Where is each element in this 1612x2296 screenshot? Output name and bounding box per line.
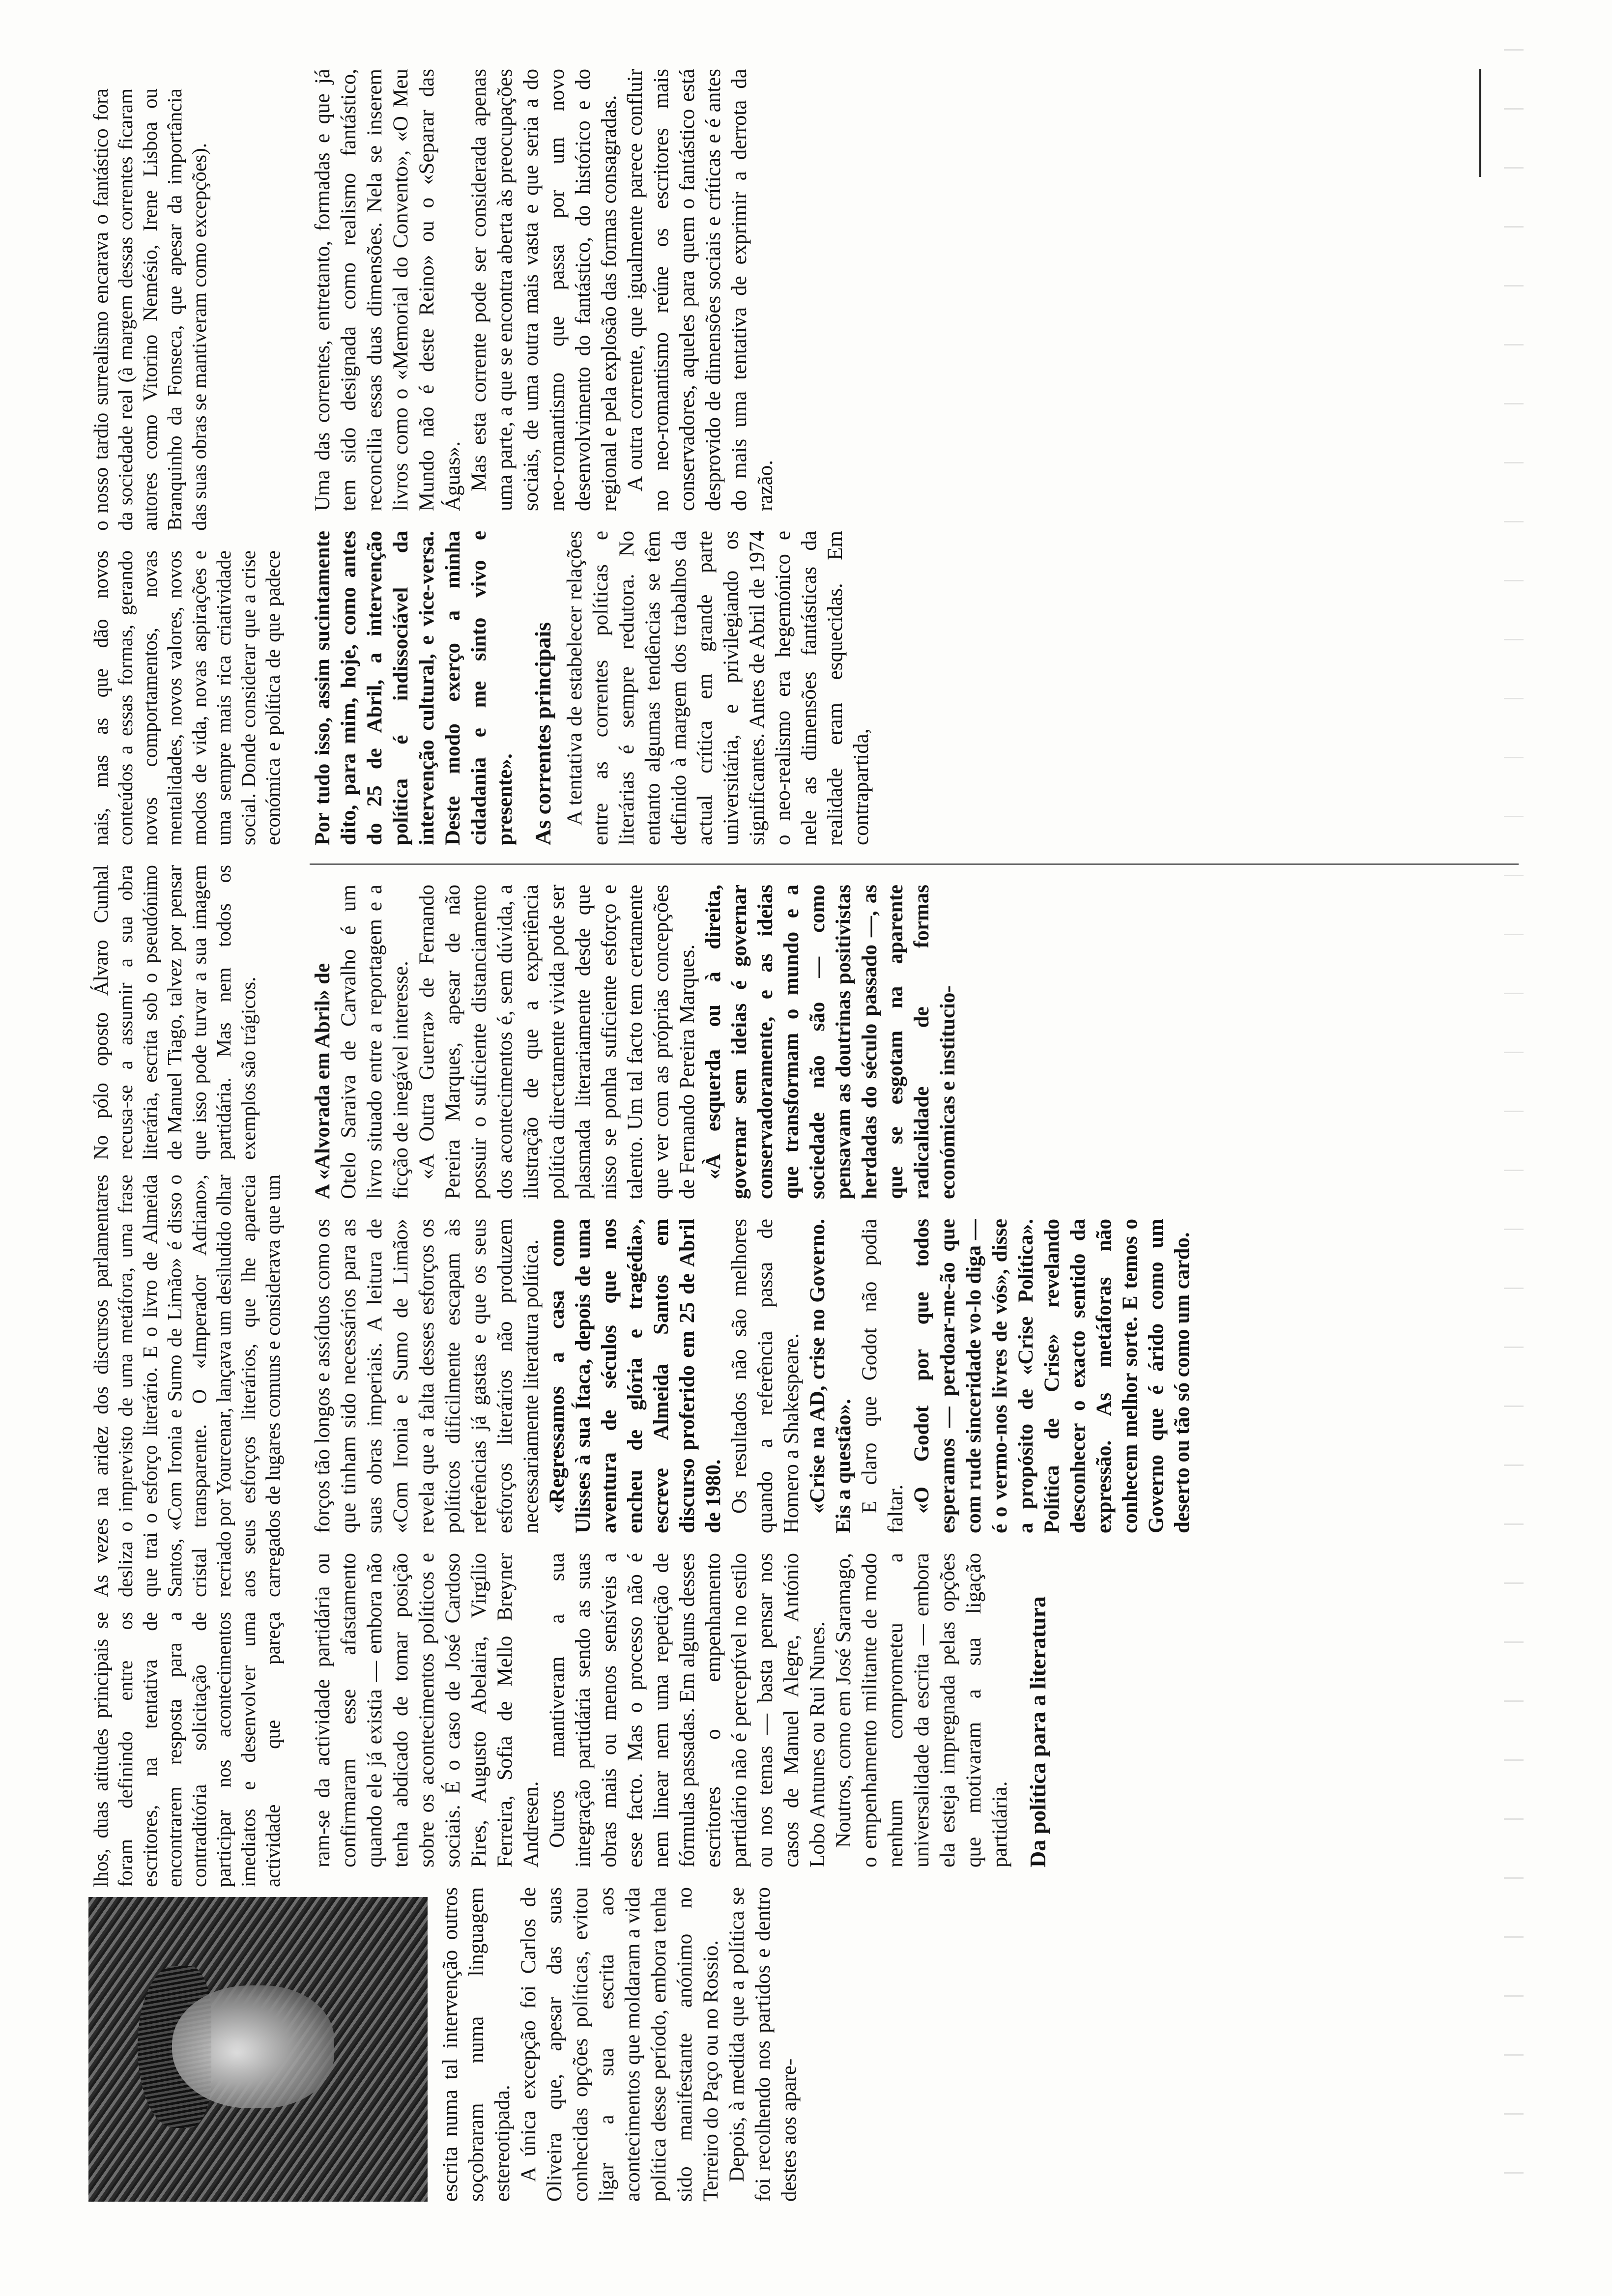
top-column-1: lhos, duas atitudes principais se foram definindo entre os escritores, na tentativa de encontrarem resposta para a contraditória solicitação de participar nos acontecimentos imediatos e desenvolver uma actividade que pareça bbox=[89, 1612, 284, 1887]
newspaper-article bbox=[88, 49, 1543, 2202]
paragraph: Depois, à medida que a política se foi recolhendo nos partidos e dentro destes aos apare- bbox=[725, 1887, 801, 2202]
paragraph: Os resultados não são melhores quando a referência passa de Homero a Shakespeare. bbox=[728, 1219, 803, 1533]
paragraph: forços tão longos e assíduos como os que tinham sido necessários para as suas obras imperiais. A leitura de «Com Ironia e Sumo de Limão» revela que a falta desses esforços os políticos dificilmente escapam às referências já gastas e que os seus esforços literários não produzem necessariamente literatura política. bbox=[311, 1219, 543, 1533]
paragraph: Noutros, como em José Saramago, o empenhamento militante de modo nenhum comprometeu a universalidade da escrita — embora ela esteja impregnada pelas opções que motivaram a sua ligação partidária. bbox=[832, 1553, 1011, 1867]
paragraph: E claro que Godot não podia faltar. bbox=[858, 1219, 907, 1533]
paragraph: ram-se da actividade partidária ou confirmaram esse afastamento quando ele já existia — embora não tenha abdicado de tomar posição sobre os acontecimentos políticos e sociais. É o caso de José Cardoso Pires, Augusto Abelaira, Virgílio Ferreira, Sofia de Mello Breyner Andresen. bbox=[311, 1553, 543, 1867]
paragraph: A tentativa de estabelecer relações entre as correntes políticas e literárias é sempre redutora. No entanto algumas tendências se têm definido à margem dos trabalhos da actual crítica em grande parte universitária, e privilegiando os significantes. Antes de Abril de 1974 o neo-realismo era hegemónico e nele as dimensões fantásticas da realidade eram esquecidas. Em contrapartida, bbox=[563, 531, 873, 845]
body-column-1 bbox=[437, 1887, 1612, 2202]
body-column-2 bbox=[310, 1553, 1519, 1867]
section-heading: As correntes principais bbox=[530, 622, 555, 845]
top-column-5: o nosso tardio surrealismo encarava o fantástico fora da sociedade real (à margem dessas correntes ficaram autores como Vitorino Nemésio, Irene Lisboa ou Branquinho da Fonseca, que apesar da importância das suas obras se mantiveram como excepções). bbox=[89, 88, 210, 531]
paragraph: A outra corrente, que igualmente parece confluir no neo-romantismo reúne os escritores mais conservadores, aqueles para quem o fantástico está desprovido de dimensões sociais e críticas e é antes do mais uma tentativa de exprimir a derrota da razão. bbox=[624, 69, 777, 511]
paragraph: «À esquerda ou à direita, governar sem ideias é governar conservadoramente, e as ideias que transformam o mundo e a sociedade não são — como pensavam as doutrinas positivistas herdadas do século passado —, as que se esgotam na aparente radicalidade de formas económicas e institucio- bbox=[702, 885, 959, 1199]
body-column-5 bbox=[310, 531, 1519, 845]
section-heading: Da política para a literatura bbox=[1025, 1596, 1050, 1867]
paragraph: «A Outra Guerra» de Fernando Pereira Marques, apesar de não possuir o suficiente distanciamento dos acontecimentos é, sem dúvida, a ilustração de que a experiência política directamente vivida pode ser plasmada literariamente desde que nisso se ponha suficiente esforço e talento. Um tal facto tem certamente que ver com as próprias concepções de Fernando Pereira Marques. bbox=[415, 885, 699, 1199]
top-column-3: No pólo oposto Álvaro Cunhal recusa-se a assumir a sua obra literária, escrita sob o pseudónimo de Manuel Tiago, talvez por pensar que isso pode turvar a sua imagem partidária. Mas nem todos os exemplos são trágicos. bbox=[89, 865, 259, 1160]
article-body bbox=[310, 49, 1528, 2202]
paragraph: Por tudo isso, assim sucintamente dito, para mim, hoje, como antes do 25 de Abril, a intervenção política é indissociável da intervenção cultural, e vice-versa. Deste modo exerço a minha cidadania e me sinto vivo e presente». bbox=[311, 531, 517, 845]
paragraph: Outros mantiveram a sua integração partidária sendo as suas obras mais ou menos sensíveis a esse facto. Mas o processo não é nem linear nem uma repetição de fórmulas passadas. Em alguns desses escritores o empenhamento partidário não é perceptível no estilo ou nos temas — basta pensar nos casos de Manuel Alegre, António Lobo Antunes ou Rui Nunes. bbox=[546, 1553, 829, 1867]
end-mark bbox=[1479, 69, 1481, 177]
paragraph: «Crise na AD, crise no Governo. Eis a questão». bbox=[806, 1219, 855, 1533]
top-column-2: As vezes na aridez dos discursos parlamentares desliza o imprevisto de uma metáfora, uma frase que trai o esforço literário. E o livro de Almeida Santos, «Com Ironia e Sumo de Limão» é disso o cristal transparente. O «Imperador Adriano», recriado por Yourcenar, lançava um desiludido olhar aos seus esforços literários, que lhe aparecia carregados de lugares comuns e considerava que um bbox=[89, 1175, 284, 1597]
paragraph: Mas esta corrente pode ser considerada apenas uma parte, a que se encontra aberta às preocupações sociais, de uma outra mais vasta e que seria a do neo-romantismo que passa por um novo desenvolvimento do fantástico, do histórico e do regional e pela explosão das formas consagradas. bbox=[467, 69, 621, 511]
article-top-band bbox=[88, 49, 295, 2202]
top-column-4: nais, mas as que dão novos conteúdos a essas formas, gerando novos comportamentos, novas mentalidades, novos valores, novos modos de vida, novas aspirações e uma sempre mais rica criatividade social. Donde considerar que a crise económica e política de que padece bbox=[89, 550, 284, 845]
paragraph: «Regressamos a casa como Ulisses à sua Ítaca, depois de uma aventura de séculos que nos encheu de glória e tragédia», escreve Almeida Santos em discurso proferido em 25 de Abril de 1980. bbox=[546, 1219, 725, 1533]
paragraph: A única excepção foi Carlos de Oliveira que, apesar das suas conhecidas opções políticas, evitou ligar a sua escrita aos acontecimentos que moldaram a vida política desse período, embora tenha sido manifestante anónimo no Terreiro do Paço ou no Rossio. bbox=[517, 1887, 722, 2202]
column-rule bbox=[310, 863, 1519, 865]
paragraph: Uma das correntes, entretanto, formadas e que já tem sido designada como realismo fantástico, reconcilia essas duas dimensões. Nela se inserem livros como o «Memorial do Convento», «O Meu Mundo não é deste Reino» ou o «Separar das Águas». bbox=[311, 69, 464, 511]
body-column-6 bbox=[310, 69, 1450, 511]
paragraph-lead: A «Alvorada em Abril» de bbox=[311, 963, 334, 1199]
paragraph: Otelo Saraiva de Carvalho é um livro situado entre a reportagem e a ficção de inegável interesse. bbox=[337, 885, 412, 1199]
paragraph: escrita numa tal intervenção outros soçobraram numa linguagem estereotipada. bbox=[439, 1887, 514, 2202]
body-column-4 bbox=[310, 885, 1519, 1199]
paragraph: «O Godot por que todos esperamos — perdoar-me-ão que com rude sinceridade vo-lo diga — é o vermo-nos livres de vós», disse a propósito de «Crise Política». Política de Crise» revelando desconhecer o exacto sentido da expressão. As metáforas não conhecem melhor sorte. E temos o Governo que é árido como um deserto ou tão só como um cardo. bbox=[910, 1219, 1194, 1533]
body-column-3 bbox=[310, 1219, 1519, 1533]
